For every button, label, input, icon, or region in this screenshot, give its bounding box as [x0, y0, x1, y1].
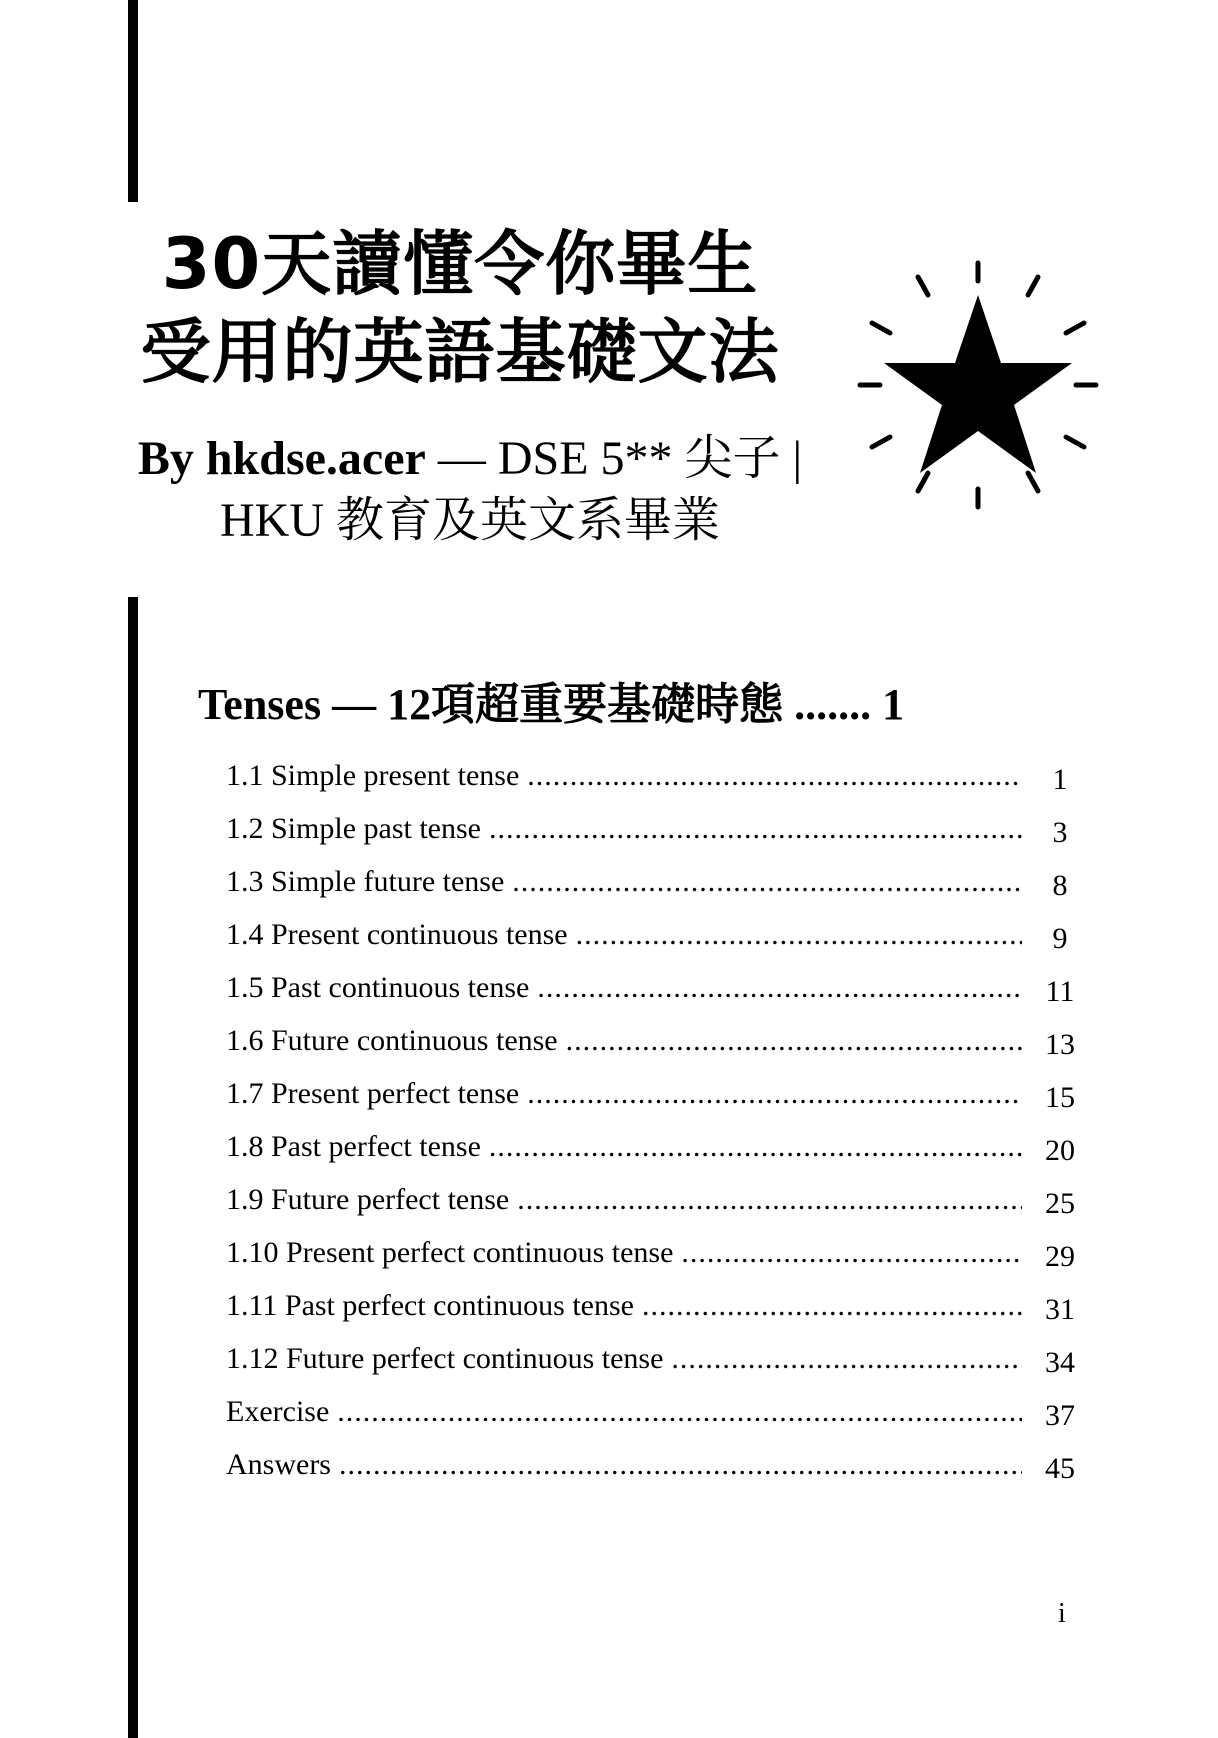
toc-entry-label: 1.6 Future continuous tense: [226, 1024, 558, 1057]
toc-leader-dots: [527, 1074, 1022, 1114]
byline-line-2: HKU 教育及英文系畢業: [220, 494, 720, 547]
toc-entry[interactable]: [198, 1445, 1098, 1498]
toc-entry-label: 1.4 Present continuous tense: [226, 918, 568, 951]
page-number: i: [1058, 1598, 1066, 1629]
left-margin-bar-bottom: [128, 597, 138, 1738]
toc-leader-dots: [339, 1445, 1022, 1485]
toc-entry-label: 1.11 Past perfect continuous tense: [226, 1289, 634, 1322]
title-line-2: 受用的英語基礎文法: [140, 311, 780, 393]
toc-entry-page: 3: [1052, 816, 1068, 849]
toc-entry[interactable]: [198, 809, 1098, 862]
left-margin-bar-top: [128, 0, 138, 202]
toc-list: [198, 756, 1098, 1498]
toc-leader-dots: [537, 968, 1022, 1008]
toc-entry-label: Answers: [226, 1448, 331, 1481]
toc-entry-page: 37: [1045, 1399, 1075, 1432]
toc-entry[interactable]: [198, 1021, 1098, 1074]
toc-entry-label: 1.1 Simple present tense: [226, 759, 520, 792]
toc-leader-dots: [337, 1392, 1022, 1432]
toc-entry-page: 25: [1045, 1187, 1075, 1220]
toc-leader-dots: [671, 1339, 1022, 1379]
toc-entry-label: 1.10 Present perfect continuous tense: [226, 1236, 674, 1269]
toc-entry[interactable]: [198, 862, 1098, 915]
toc-leader-dots: [681, 1233, 1022, 1273]
toc-entry-label: 1.12 Future perfect continuous tense: [226, 1342, 664, 1375]
toc-entry-label: 1.5 Past continuous tense: [226, 971, 530, 1004]
toc-entry-page: 29: [1045, 1240, 1075, 1273]
book-title: [110, 220, 810, 396]
toc-entry-page: 13: [1045, 1028, 1075, 1061]
toc-entry[interactable]: [198, 1127, 1098, 1180]
toc-entry-page: 31: [1045, 1293, 1075, 1326]
author-name: By hkdse.acer: [137, 432, 426, 485]
title-line-1: 30天讀懂令你畢生: [161, 223, 759, 305]
toc-entry-label: 1.2 Simple past tense: [226, 812, 481, 845]
toc-leader-dots: [489, 809, 1022, 849]
toc-entry-page: 20: [1045, 1134, 1075, 1167]
toc-entry-page: 8: [1052, 869, 1068, 902]
toc-entry-page: 9: [1052, 922, 1068, 955]
toc-entry-label: 1.7 Present perfect tense: [226, 1077, 520, 1110]
toc-entry[interactable]: [198, 1339, 1098, 1392]
toc-entry[interactable]: [198, 1286, 1098, 1339]
toc-entry-label: 1.3 Simple future tense: [226, 865, 505, 898]
toc-leader-dots: [566, 1021, 1022, 1061]
table-of-contents: [198, 676, 1098, 1498]
toc-entry[interactable]: [198, 915, 1098, 968]
toc-leader-dots: [527, 756, 1022, 796]
toc-leader-dots: [512, 862, 1022, 902]
toc-entry-page: 34: [1045, 1346, 1075, 1379]
toc-entry[interactable]: [198, 1074, 1098, 1127]
toc-entry-label: Exercise: [226, 1395, 330, 1428]
author-byline: [100, 428, 840, 552]
toc-entry[interactable]: [198, 756, 1098, 809]
toc-entry[interactable]: [198, 1392, 1098, 1445]
toc-entry-label: 1.8 Past perfect tense: [226, 1130, 481, 1163]
toc-chapter-heading[interactable]: Tenses — 12項超重要基礎時態 ....... 1: [198, 680, 905, 729]
toc-entry-label: 1.9 Future perfect tense: [226, 1183, 510, 1216]
toc-leader-dots: [489, 1127, 1022, 1167]
toc-entry-page: 15: [1045, 1081, 1075, 1114]
toc-entry-page: 45: [1045, 1452, 1075, 1485]
star-burst-icon: [848, 255, 1108, 515]
toc-entry[interactable]: [198, 968, 1098, 1021]
byline-line-1: [100, 428, 840, 490]
toc-entry-page: 11: [1045, 975, 1075, 1008]
author-credentials: — DSE 5** 尖子 |: [425, 432, 803, 485]
toc-leader-dots: [517, 1180, 1022, 1220]
toc-entry-page: 1: [1052, 763, 1068, 796]
toc-entry[interactable]: [198, 1180, 1098, 1233]
toc-entry[interactable]: [198, 1233, 1098, 1286]
toc-leader-dots: [642, 1286, 1022, 1326]
toc-leader-dots: [576, 915, 1022, 955]
